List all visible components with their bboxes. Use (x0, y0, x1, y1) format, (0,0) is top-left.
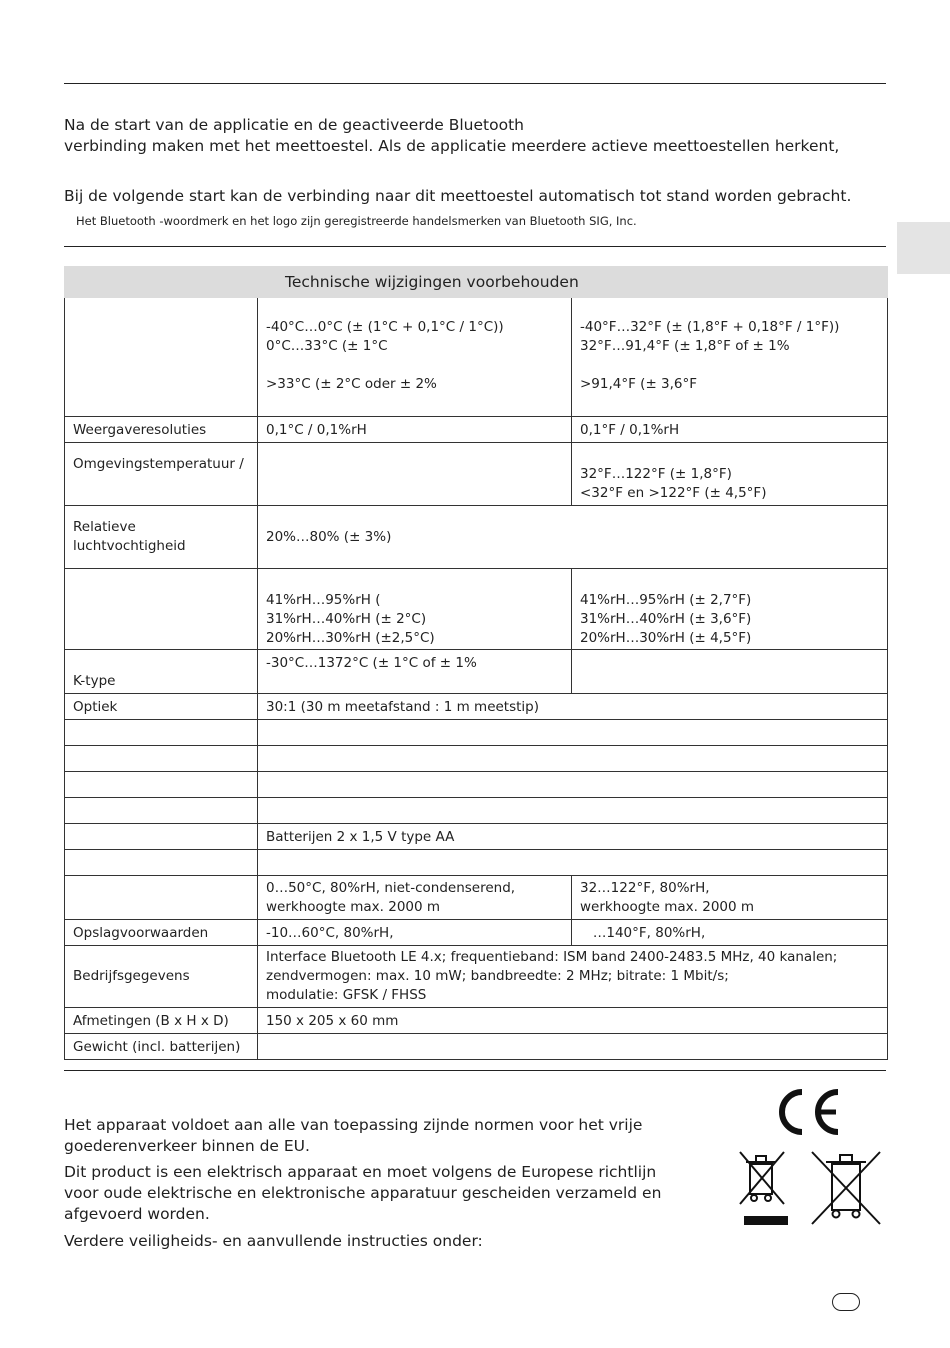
row-value-celsius: 41%rH…95%rH ( 31%rH…40%rH (± 2°C) 20%rH…30%rH (±2,5°C) (258, 569, 572, 650)
safety-paragraph: Verdere veiligheids- en aanvullende instructies onder: (64, 1232, 483, 1250)
row-value (258, 720, 888, 746)
table-row (65, 298, 888, 417)
row-value-fahrenheit: 0,1°F / 0,1%rH (572, 417, 888, 443)
conformity-paragraph: Het apparaat voldoet aan alle van toepassing zijnde normen voor het vrije goederenverkeer binnen de EU. (64, 1116, 643, 1155)
row-value-celsius: -40°C…0°C (± (1°C + 0,1°C / 1°C)) 0°C…33°C (± 1°C >33°C (± 2°C oder ± 2% (258, 298, 572, 417)
weee-paragraph: Dit product is een elektrisch apparaat en moet volgens de Europese richtlijn voor oude elektrische en elektronische apparatuur gescheiden verzameld en afgevoerd worden. (64, 1163, 662, 1223)
table-row (65, 876, 888, 920)
table-header: Technische wijzigingen voorbehouden (65, 267, 888, 298)
row-label (65, 298, 258, 417)
row-value: 30:1 (30 m meetafstand : 1 m meetstip) (258, 694, 888, 720)
row-value (258, 746, 888, 772)
intro-line-2: verbinding maken met het meettoestel. Als de applicatie meerdere actieve meettoestellen herkent, (64, 137, 840, 155)
row-value-fahrenheit: 41%rH…95%rH (± 2,7°F) 31%rH…40%rH (± 3,6°F) 20%rH…30%rH (± 4,5°F) (572, 569, 888, 650)
row-label (65, 824, 258, 850)
table-row (65, 1008, 888, 1034)
table-row (65, 798, 888, 824)
row-value: Interface Bluetooth LE 4.x; frequentieband: ISM band 2400-2483.5 MHz, 40 kanalen; zendvermogen: max. 10 mW; bandbreedte: 2 MHz; bitrate: 1 Mbit/s; modulatie: GFSK / FHSS (258, 946, 888, 1008)
side-tab-marker (897, 222, 950, 274)
top-rule (64, 83, 886, 84)
row-value: 20%…80% (± 3%) (258, 506, 888, 569)
intro-line-1: Na de start van de applicatie en de geactiveerde Bluetooth (64, 116, 524, 134)
row-label: Afmetingen (B x H x D) (65, 1008, 258, 1034)
row-label (65, 798, 258, 824)
row-label (65, 876, 258, 920)
spec-table (64, 266, 888, 1060)
row-label: Omgevingstemperatuur / (65, 443, 258, 506)
table-row (65, 443, 888, 506)
weee-bin-icon (736, 1150, 886, 1230)
row-value-celsius: 0…50°C, 80%rH, niet-condenserend, werkhoogte max. 2000 m (258, 876, 572, 920)
row-value (258, 850, 888, 876)
table-row (65, 417, 888, 443)
row-label (65, 850, 258, 876)
row-label: Opslagvoorwaarden (65, 920, 258, 946)
row-value-fahrenheit: -40°F…32°F (± (1,8°F + 0,18°F / 1°F)) 32°F…91,4°F (± 1,8°F of ± 1% >91,4°F (± 3,6°F (572, 298, 888, 417)
row-label: Optiek (65, 694, 258, 720)
row-value (258, 772, 888, 798)
table-row (65, 824, 888, 850)
row-label: Weergaveresoluties (65, 417, 258, 443)
row-value-fahrenheit: …140°F, 80%rH, (572, 920, 888, 946)
row-label: Gewicht (incl. batterijen) (65, 1034, 258, 1060)
table-row (65, 720, 888, 746)
row-label: Bedrijfsgegevens (65, 946, 258, 1008)
table-row (65, 506, 888, 569)
row-label (65, 569, 258, 650)
row-label (65, 772, 258, 798)
ce-mark-icon (770, 1086, 844, 1138)
row-value-celsius (258, 443, 572, 506)
row-value: 150 x 205 x 60 mm (258, 1008, 888, 1034)
row-value (258, 798, 888, 824)
row-value-celsius: -30°C…1372°C (± 1°C of ± 1% (258, 650, 572, 694)
row-label: Relatieve luchtvochtigheid (65, 506, 258, 569)
table-row (65, 746, 888, 772)
trademark-note: Het Bluetooth -woordmerk en het logo zijn geregistreerde handelsmerken van Bluetooth SIG, Inc. (76, 214, 637, 228)
table-row (65, 650, 888, 694)
row-value-fahrenheit (572, 650, 888, 694)
row-value: Batterijen 2 x 1,5 V type AA (258, 824, 888, 850)
mid-rule (64, 246, 886, 247)
table-row (65, 569, 888, 650)
row-value-fahrenheit: 32°F…122°F (± 1,8°F) <32°F en >122°F (± 4,5°F) (572, 443, 888, 506)
language-badge (832, 1293, 860, 1311)
intro-line-3: Bij de volgende start kan de verbinding naar dit meettoestel automatisch tot stand worden gebracht. (64, 187, 852, 205)
row-value-fahrenheit: 32…122°F, 80%rH, werkhoogte max. 2000 m (572, 876, 888, 920)
table-row (65, 946, 888, 1008)
table-row (65, 850, 888, 876)
bottom-rule (64, 1070, 886, 1071)
row-value (258, 1034, 888, 1060)
table-row (65, 920, 888, 946)
row-label (65, 746, 258, 772)
row-label (65, 720, 258, 746)
row-value-celsius: 0,1°C / 0,1%rH (258, 417, 572, 443)
table-row (65, 694, 888, 720)
row-value-celsius: -10…60°C, 80%rH, (258, 920, 572, 946)
table-row (65, 772, 888, 798)
row-label: K-type (65, 650, 258, 694)
table-row (65, 1034, 888, 1060)
